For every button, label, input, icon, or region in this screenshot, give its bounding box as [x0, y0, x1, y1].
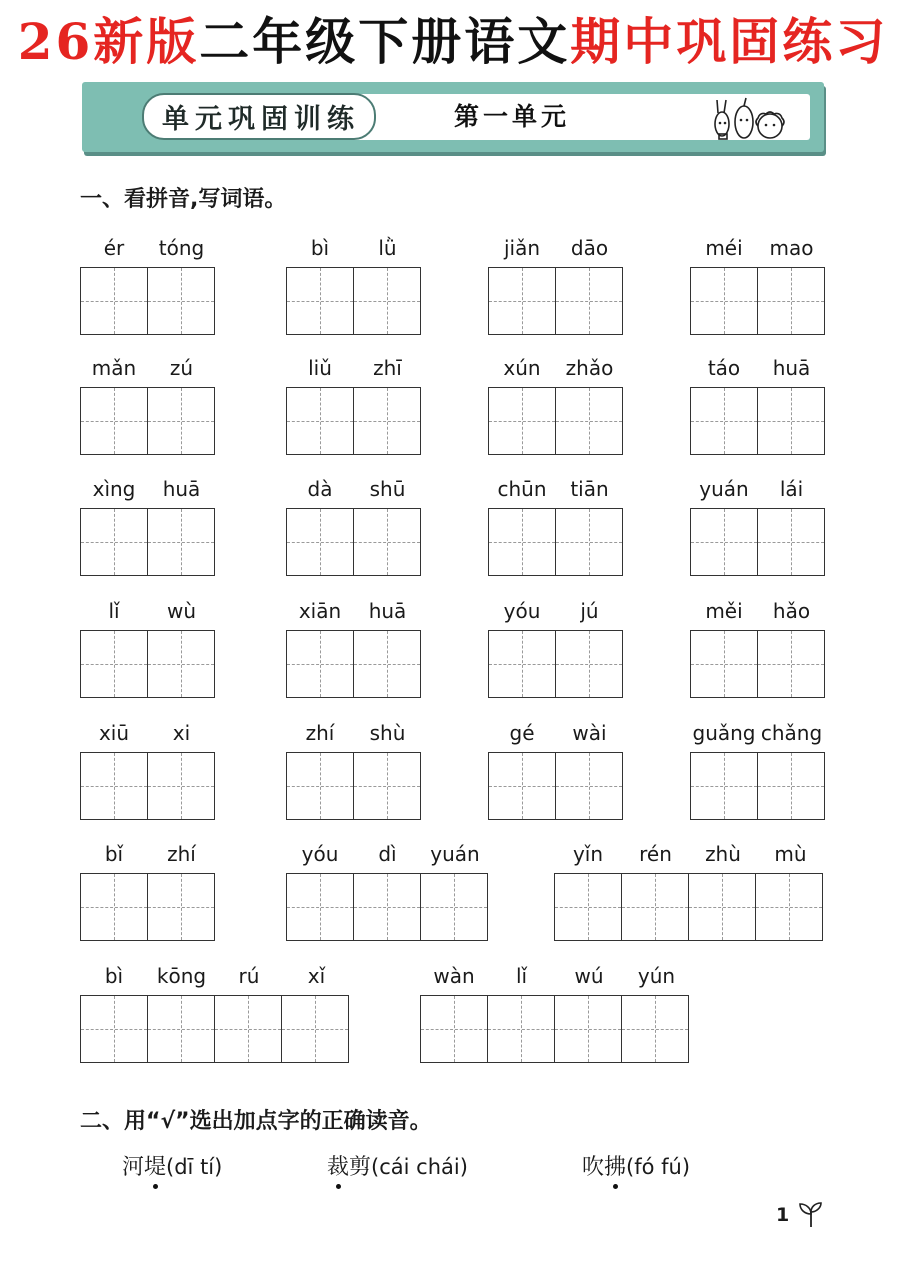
pinyin-label: bǐ — [104, 842, 124, 866]
character-boxes — [80, 873, 215, 941]
unit-banner — [82, 82, 824, 152]
character-writing-cell[interactable] — [691, 753, 758, 819]
character-writing-cell[interactable] — [758, 268, 824, 334]
question-item-1 — [122, 1150, 222, 1181]
character-boxes — [690, 267, 825, 335]
pinyin-label: xiū — [98, 721, 130, 745]
question-3-options[interactable]: (fó fú) — [626, 1155, 691, 1179]
pinyin-label: zhī — [373, 356, 402, 380]
character-writing-cell[interactable] — [81, 874, 148, 940]
character-writing-cell[interactable] — [622, 996, 688, 1062]
question-3-dotted-char: 拂 — [604, 1155, 627, 1180]
question-item-3 — [582, 1150, 690, 1181]
character-writing-cell[interactable] — [489, 753, 556, 819]
character-writing-cell[interactable] — [421, 996, 488, 1062]
pinyin-label: ér — [103, 236, 125, 260]
pinyin-label: zhí — [305, 721, 335, 745]
character-boxes — [286, 752, 421, 820]
character-boxes — [80, 752, 215, 820]
pinyin-label: guǎng — [692, 721, 756, 745]
pinyin-label: táo — [707, 356, 741, 380]
section-2-title: 二、用“√”选出加点字的正确读音。 — [80, 1109, 432, 1134]
character-boxes — [690, 630, 825, 698]
pinyin-label: jú — [580, 599, 599, 623]
character-writing-cell[interactable] — [758, 753, 824, 819]
pinyin-label: gé — [509, 721, 535, 745]
pinyin-label: shù — [369, 721, 406, 745]
title-part-2: 二年级下册语文 — [199, 12, 571, 71]
pinyin-label: lǐ — [515, 964, 528, 988]
character-writing-cell[interactable] — [148, 268, 214, 334]
pinyin-label: shū — [369, 477, 406, 501]
pinyin-label: zhù — [705, 842, 741, 866]
character-boxes — [690, 508, 825, 576]
character-boxes — [286, 508, 421, 576]
character-writing-cell[interactable] — [81, 631, 148, 697]
character-writing-cell[interactable] — [354, 753, 420, 819]
character-writing-cell[interactable] — [354, 631, 420, 697]
character-writing-cell[interactable] — [488, 996, 555, 1062]
section-tag — [96, 94, 422, 138]
section-tag-label: 单元巩固训练 — [142, 93, 376, 140]
title-part-1: 26新版 — [17, 12, 200, 71]
character-writing-cell[interactable] — [758, 388, 824, 454]
pinyin-label: yóu — [301, 842, 339, 866]
pinyin-label: tóng — [158, 236, 205, 260]
pinyin-label: xìng — [92, 477, 136, 501]
pinyin-label: xún — [503, 356, 541, 380]
pinyin-label: lǜ — [378, 236, 397, 260]
character-writing-cell[interactable] — [489, 268, 556, 334]
pronunciation-question-row — [122, 1150, 822, 1194]
pinyin-label: yuán — [699, 477, 749, 501]
pinyin-label: yuán — [430, 842, 480, 866]
character-writing-cell[interactable] — [287, 388, 354, 454]
character-writing-cell[interactable] — [287, 874, 354, 940]
character-boxes — [286, 630, 421, 698]
character-writing-cell[interactable] — [81, 388, 148, 454]
character-writing-cell[interactable] — [215, 996, 282, 1062]
character-writing-cell[interactable] — [489, 388, 556, 454]
pinyin-label: dà — [307, 477, 333, 501]
pinyin-label: yǐn — [572, 842, 604, 866]
page-number: 1 — [776, 1204, 790, 1226]
pinyin-label: bì — [104, 964, 124, 988]
pinyin-label: lái — [779, 477, 804, 501]
character-boxes — [80, 267, 215, 335]
title-part-3: 期中巩固练习 — [570, 12, 889, 71]
character-writing-cell[interactable] — [758, 631, 824, 697]
character-boxes — [286, 387, 421, 455]
section-1-title: 一、看拼音,写词语。 — [80, 187, 287, 212]
pinyin-label: mǎn — [91, 356, 137, 380]
pinyin-label: wù — [166, 599, 197, 623]
character-boxes — [690, 752, 825, 820]
character-writing-cell[interactable] — [354, 509, 420, 575]
character-writing-cell[interactable] — [354, 388, 420, 454]
pinyin-label: méi — [705, 236, 743, 260]
character-writing-cell[interactable] — [691, 509, 758, 575]
character-writing-cell[interactable] — [148, 874, 214, 940]
character-boxes — [488, 630, 623, 698]
pinyin-label: mù — [774, 842, 807, 866]
character-boxes — [554, 873, 823, 941]
pinyin-label: yóu — [503, 599, 541, 623]
character-boxes — [488, 508, 623, 576]
question-1-dotted-char: 堤 — [144, 1155, 167, 1180]
character-writing-cell[interactable] — [689, 874, 756, 940]
pinyin-label: huā — [772, 356, 811, 380]
character-writing-cell[interactable] — [287, 753, 354, 819]
character-writing-cell[interactable] — [148, 753, 214, 819]
character-boxes — [80, 508, 215, 576]
pinyin-label: bì — [310, 236, 330, 260]
pinyin-label: zú — [169, 356, 194, 380]
character-boxes — [286, 267, 421, 335]
pinyin-label: wú — [574, 964, 604, 988]
pinyin-label: huā — [162, 477, 201, 501]
character-writing-cell[interactable] — [489, 509, 556, 575]
pinyin-label: xi — [172, 721, 191, 745]
character-writing-cell[interactable] — [758, 509, 824, 575]
pinyin-label: dāo — [570, 236, 609, 260]
pinyin-label: rén — [639, 842, 672, 866]
pinyin-label: mao — [769, 236, 814, 260]
pinyin-label: zhí — [167, 842, 196, 866]
character-writing-cell[interactable] — [81, 268, 148, 334]
character-writing-cell[interactable] — [287, 631, 354, 697]
pinyin-label: wài — [572, 721, 607, 745]
pinyin-label: chǎng — [760, 721, 823, 745]
pinyin-label: jiǎn — [503, 236, 541, 260]
question-2-dotted-char: 裁 — [327, 1155, 350, 1180]
character-writing-cell[interactable] — [421, 874, 487, 940]
question-item-2 — [327, 1150, 468, 1181]
unit-label: 第一单元 — [454, 102, 571, 131]
character-boxes — [286, 873, 488, 941]
question-1-options[interactable]: (dī tí) — [166, 1155, 223, 1179]
character-writing-cell[interactable] — [148, 509, 214, 575]
pinyin-label: xǐ — [307, 964, 326, 988]
pinyin-label: hǎo — [772, 599, 811, 623]
character-writing-cell[interactable] — [81, 996, 148, 1062]
character-writing-cell[interactable] — [287, 268, 354, 334]
character-writing-cell[interactable] — [555, 996, 622, 1062]
pinyin-label: kōng — [156, 964, 207, 988]
pinyin-label: rú — [238, 964, 260, 988]
character-boxes — [80, 630, 215, 698]
pinyin-label: měi — [705, 599, 743, 623]
character-writing-cell[interactable] — [556, 268, 622, 334]
character-writing-cell[interactable] — [81, 753, 148, 819]
character-writing-cell[interactable] — [756, 874, 822, 940]
pinyin-label: wàn — [433, 964, 475, 988]
character-writing-cell[interactable] — [556, 388, 622, 454]
character-writing-cell[interactable] — [555, 874, 622, 940]
character-boxes — [488, 752, 623, 820]
pinyin-label: dì — [378, 842, 397, 866]
pinyin-label: lǐ — [108, 599, 120, 623]
pinyin-label: huā — [368, 599, 407, 623]
pinyin-label: chūn — [497, 477, 547, 501]
question-1-char: 河 — [122, 1155, 145, 1180]
character-boxes — [80, 387, 215, 455]
character-writing-cell[interactable] — [556, 753, 622, 819]
character-writing-cell[interactable] — [622, 874, 689, 940]
character-boxes — [420, 995, 689, 1063]
sprout-icon — [796, 1200, 826, 1228]
character-writing-cell[interactable] — [148, 631, 214, 697]
character-boxes — [488, 387, 623, 455]
pinyin-label: tiān — [570, 477, 609, 501]
character-writing-cell[interactable] — [282, 996, 348, 1062]
character-writing-cell[interactable] — [691, 388, 758, 454]
character-writing-cell[interactable] — [556, 509, 622, 575]
character-writing-cell[interactable] — [691, 268, 758, 334]
pinyin-label: yún — [637, 964, 676, 988]
character-boxes — [690, 387, 825, 455]
character-writing-cell[interactable] — [691, 631, 758, 697]
character-writing-cell[interactable] — [148, 388, 214, 454]
mascot-illustration — [708, 96, 804, 140]
document-title — [0, 4, 906, 80]
character-writing-cell[interactable] — [354, 874, 421, 940]
character-writing-cell[interactable] — [556, 631, 622, 697]
character-writing-cell[interactable] — [489, 631, 556, 697]
character-writing-cell[interactable] — [148, 996, 215, 1062]
character-writing-cell[interactable] — [354, 268, 420, 334]
character-boxes — [488, 267, 623, 335]
character-boxes — [80, 995, 349, 1063]
question-3-char: 吹 — [582, 1155, 605, 1180]
character-writing-cell[interactable] — [81, 509, 148, 575]
pinyin-label: zhǎo — [565, 356, 614, 380]
pinyin-label: liǔ — [308, 356, 332, 380]
pinyin-label: xiān — [298, 599, 342, 623]
question-2-char: 剪 — [349, 1155, 372, 1180]
question-2-options[interactable]: (cái chái) — [371, 1155, 468, 1179]
character-writing-cell[interactable] — [287, 509, 354, 575]
